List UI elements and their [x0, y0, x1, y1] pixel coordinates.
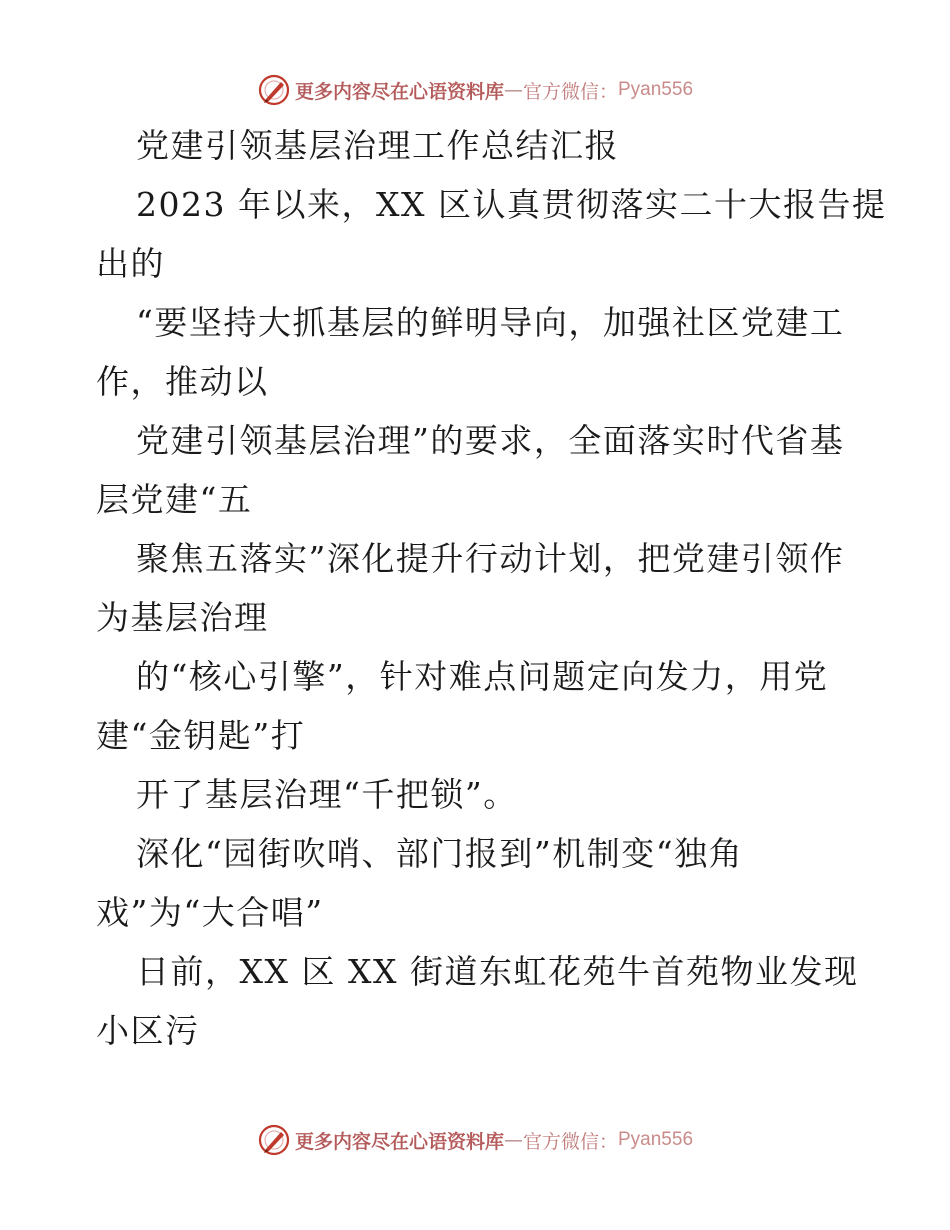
- watermark-brand: 更多内容尽在心语资料库: [294, 80, 504, 103]
- section-heading-continued: 戏”为“大合唱”: [96, 893, 324, 932]
- header-watermark: [0, 70, 950, 110]
- text-line: 的“核心引擎”，针对难点问题定向发力，用党: [136, 657, 829, 696]
- watermark-official-label: 官方微信：: [522, 80, 618, 103]
- text-line: 作，推动以: [96, 362, 269, 401]
- watermark-official-label: 官方微信：: [522, 1130, 618, 1153]
- text-line: 日前，XX 区 XX 街道东虹花苑牛首苑物业发现: [136, 952, 859, 991]
- text-line: “要坚持大抓基层的鲜明导向，加强社区党建工: [136, 303, 845, 342]
- watermark-brand: 更多内容尽在心语资料库: [294, 1130, 504, 1153]
- text-line: 2023 年以来，XX 区认真贯彻落实二十大报告提: [136, 185, 887, 224]
- document-body: [96, 116, 887, 1060]
- text-line: 党建引领基层治理”的要求，全面落实时代省基: [136, 421, 845, 460]
- text-line: 开了基层治理“千把锁”。: [136, 775, 518, 814]
- text-line: 小区污: [96, 1011, 200, 1050]
- watermark-wechat-id: Pyan556: [618, 1129, 694, 1150]
- footer-watermark: [0, 1120, 950, 1160]
- text-line: 建“金钥匙”打: [96, 716, 306, 755]
- watermark-dash: —: [503, 79, 523, 101]
- pen-logo-icon: [257, 1123, 291, 1157]
- document-title: 党建引领基层治理工作总结汇报: [136, 126, 619, 165]
- text-line: 聚焦五落实”深化提升行动计划，把党建引领作: [136, 539, 845, 578]
- watermark-dash: —: [503, 1129, 523, 1151]
- watermark-wechat-id: Pyan556: [618, 79, 694, 100]
- text-line: 出的: [96, 244, 165, 283]
- section-heading: 深化“园街吹哨、部门报到”机制变“独角: [136, 834, 744, 873]
- text-line: 为基层治理: [96, 598, 269, 637]
- text-line: 层党建“五: [96, 480, 253, 519]
- pen-logo-icon: [257, 73, 291, 107]
